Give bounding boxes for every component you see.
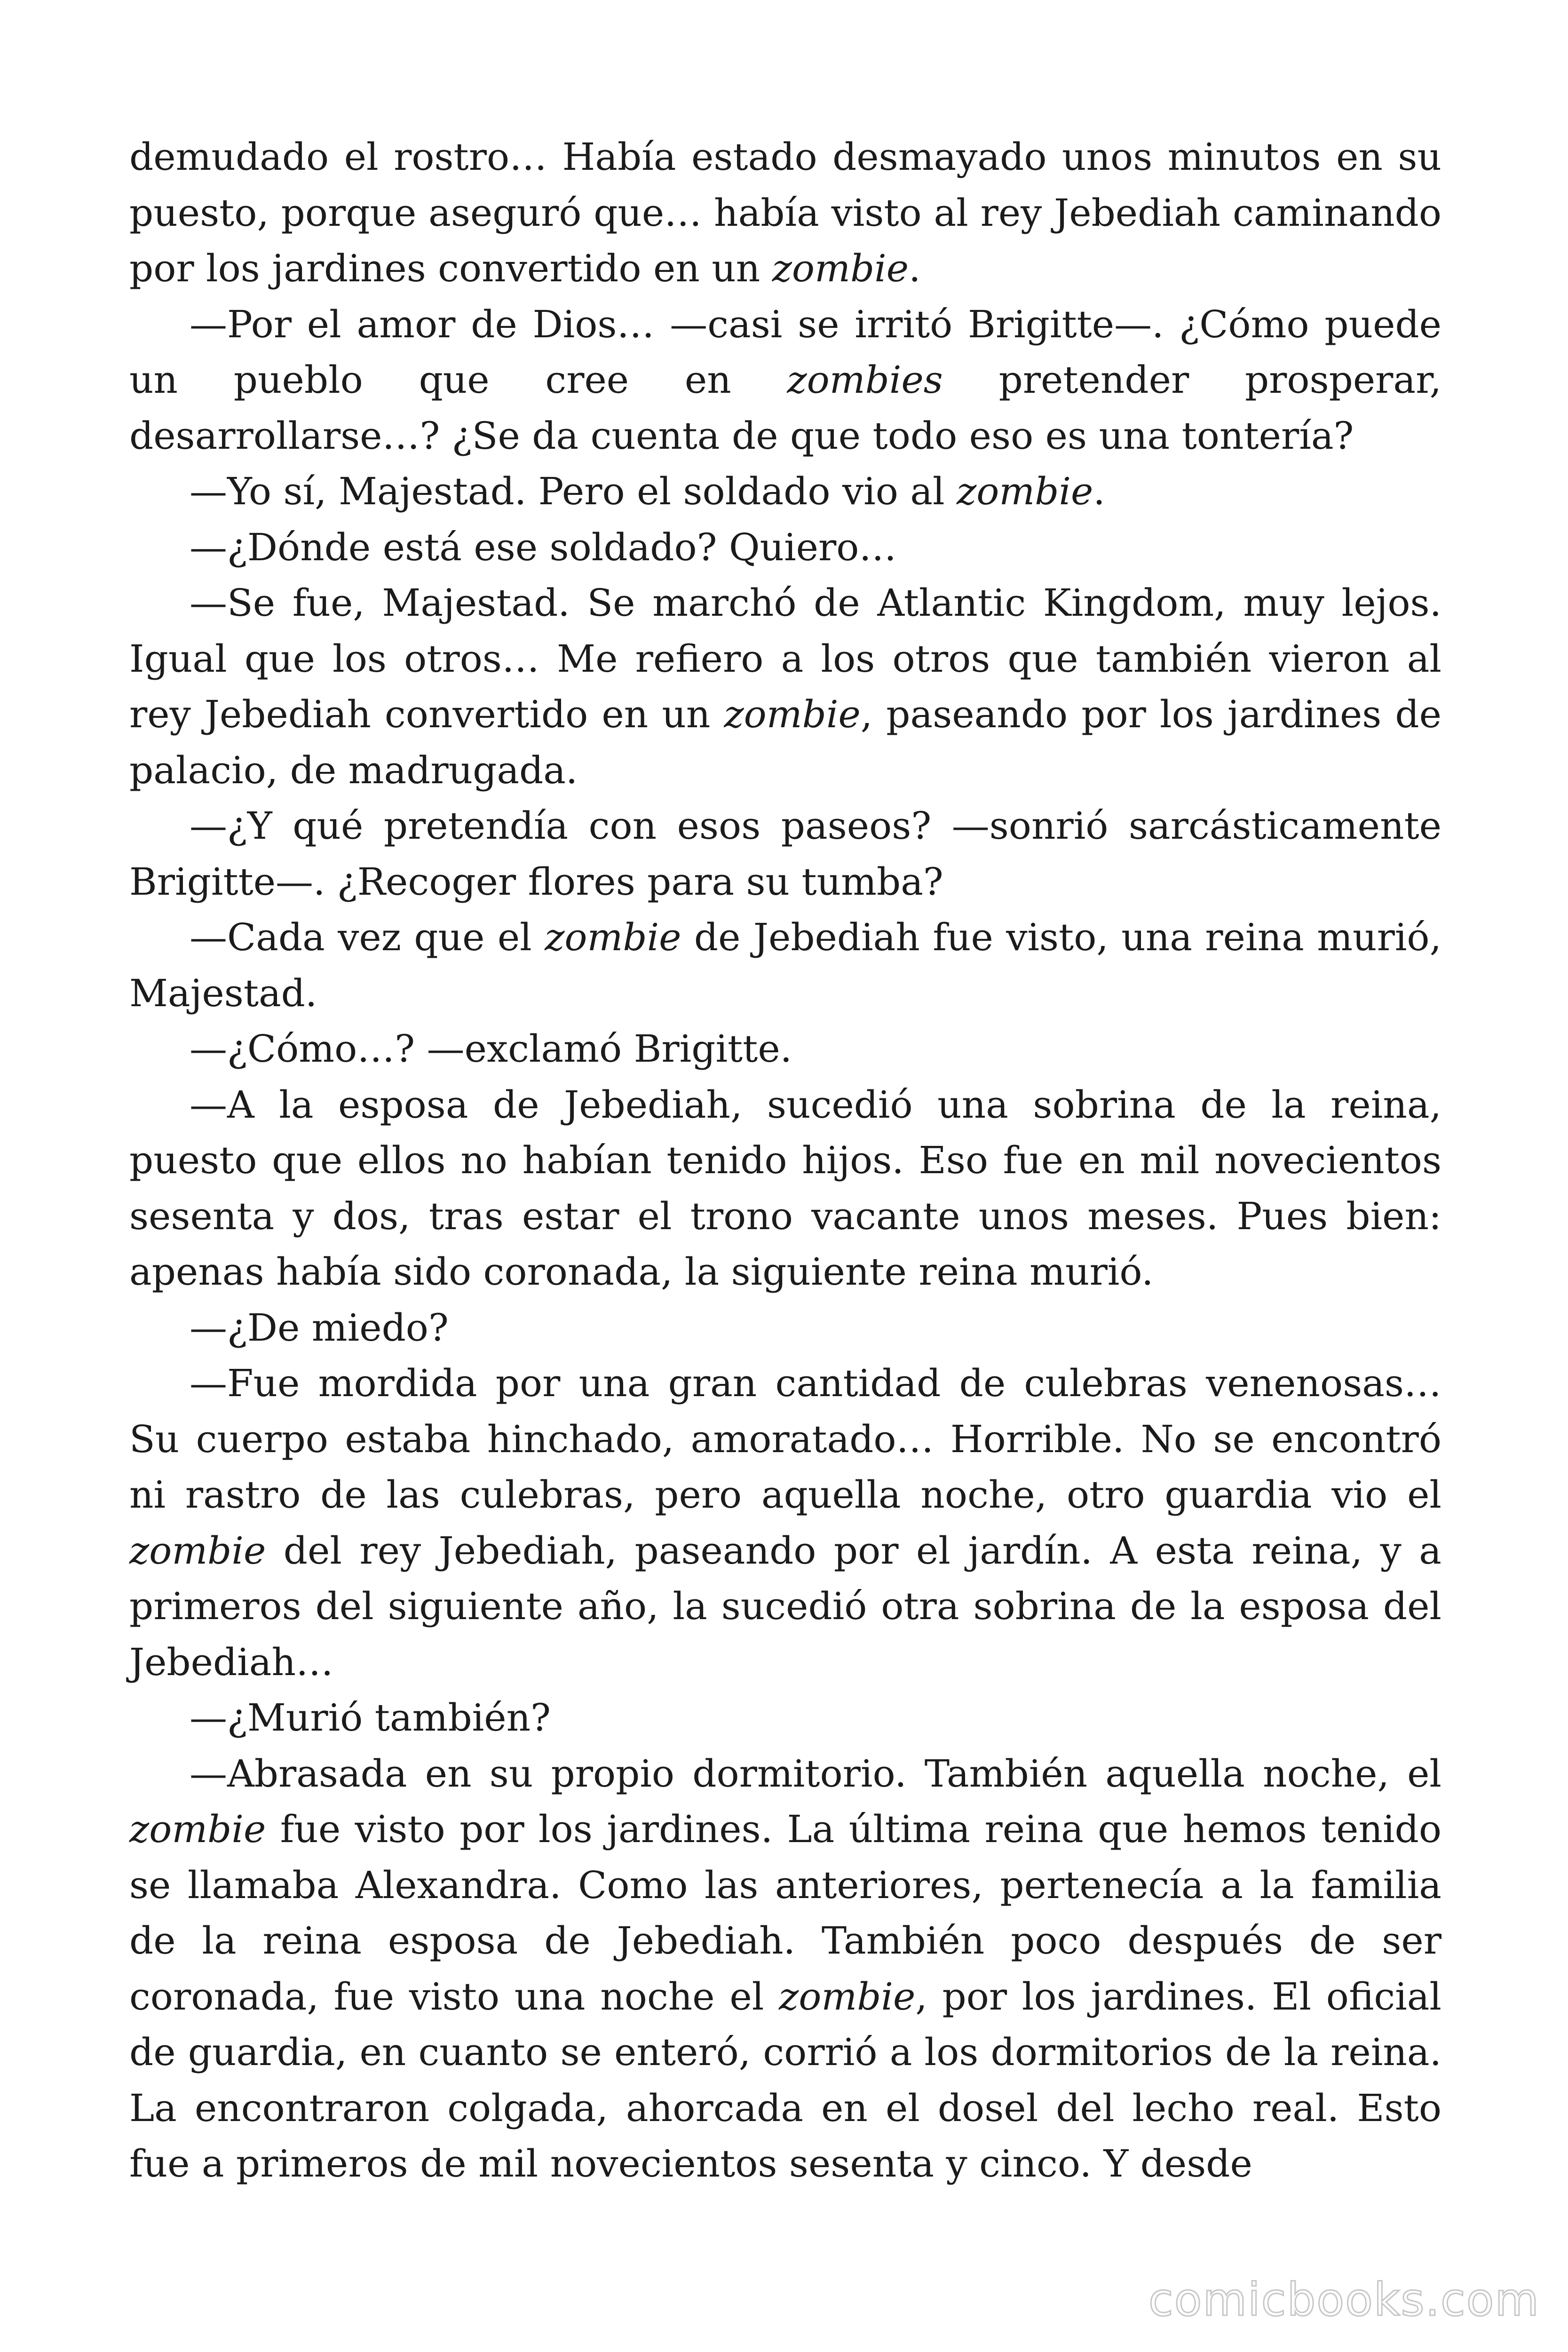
paragraph <box>129 910 1441 1021</box>
text-segment: , paseando por los jardines de palacio, de madrugada. <box>129 692 1441 792</box>
text-segment: —¿Y qué pretendía con esos paseos? —sonrió sarcásticamente Brigitte—. ¿Recoger flores para su tumba? <box>129 804 1441 904</box>
text-segment: —¿Cómo…? —exclamó Brigitte. <box>190 1027 792 1071</box>
text-segment: —Cada vez que el <box>190 915 545 959</box>
paragraph <box>129 1746 1441 2192</box>
paragraph <box>129 1021 1441 1077</box>
paragraph <box>129 129 1441 297</box>
text-segment: —¿Murió también? <box>190 1696 551 1740</box>
paragraph <box>129 798 1441 910</box>
italic-text: zombie <box>772 246 909 290</box>
paragraph <box>129 464 1441 520</box>
text-segment: —Fue mordida por una gran cantidad de culebras venenosas… Su cuerpo estaba hinchado, amoratado… Horrible. No se encontró ni rastro de las culebras, pero aquella noche, otro guardia vio el <box>129 1361 1441 1517</box>
text-segment: de Jebediah fue visto, una reina murió, Majestad. <box>129 915 1441 1015</box>
text-segment: —¿Dónde está ese soldado? Quiero… <box>190 525 897 569</box>
text-segment: —Abrasada en su propio dormitorio. También aquella noche, el <box>190 1751 1441 1796</box>
text-segment: fue visto por los jardines. La última reina que hemos tenido se llamaba Alexandra. Como las anteriores, pertenecía a la familia de la reina esposa de Jebediah. También poco después de ser coronada, fue visto una noche el <box>129 1807 1441 2018</box>
text-segment: —Se fue, Majestad. Se marchó de Atlantic Kingdom, muy lejos. Igual que los otros… Me refiero a los otros que también vieron al rey Jebediah convertido en un <box>129 581 1441 736</box>
italic-text: zombies <box>787 358 943 402</box>
text-segment: —Por el amor de Dios… —casi se irritó Brigitte—. ¿Cómo puede un pueblo que cree en <box>129 302 1441 402</box>
italic-text: zombie <box>724 692 861 736</box>
italic-text: zombie <box>779 1974 916 2018</box>
paragraph <box>129 520 1441 576</box>
text-segment: —¿De miedo? <box>190 1305 449 1350</box>
italic-text: zombie <box>129 1528 266 1573</box>
text-segment: , por los jardines. El oficial de guardia, en cuanto se enteró, corrió a los dormitorios de la reina. La encontraron colgada, ahorcada en el dosel del lecho real. Esto fue a primeros de mil novecientos sesenta y cinco. Y desde <box>129 1974 1441 2185</box>
book-page-text <box>129 129 1441 2192</box>
italic-text: zombie <box>957 469 1093 513</box>
paragraph <box>129 1356 1441 1690</box>
text-segment: —Yo sí, Majestad. Pero el soldado vio al <box>190 469 957 513</box>
paragraph <box>129 1690 1441 1746</box>
paragraph <box>129 1077 1441 1300</box>
paragraph <box>129 297 1441 464</box>
text-segment: —A la esposa de Jebediah, sucedió una sobrina de la reina, puesto que ellos no habían tenido hijos. Eso fue en mil novecientos sesenta y dos, tras estar el trono vacante unos meses. Pues bien: apenas había sido coronada, la siguiente reina murió. <box>129 1082 1441 1294</box>
paragraph <box>129 575 1441 798</box>
italic-text: zombie <box>545 915 681 959</box>
text-segment: pretender prosperar, desarrollarse…? ¿Se da cuenta de que todo eso es una tontería? <box>129 358 1441 458</box>
watermark: comicbooks.com <box>1148 2273 1540 2326</box>
text-segment: demudado el rostro… Había estado desmayado unos minutos en su puesto, porque aseguró que… había visto al rey Jebediah caminando por los jardines convertido en un <box>129 135 1441 290</box>
text-segment: . <box>909 246 921 290</box>
text-segment: . <box>1093 469 1105 513</box>
italic-text: zombie <box>129 1807 266 1851</box>
text-segment: del rey Jebediah, paseando por el jardín. A esta reina, y a primeros del siguiente año, la sucedió otra sobrina de la esposa del Jebediah… <box>129 1528 1441 1684</box>
paragraph <box>129 1300 1441 1356</box>
